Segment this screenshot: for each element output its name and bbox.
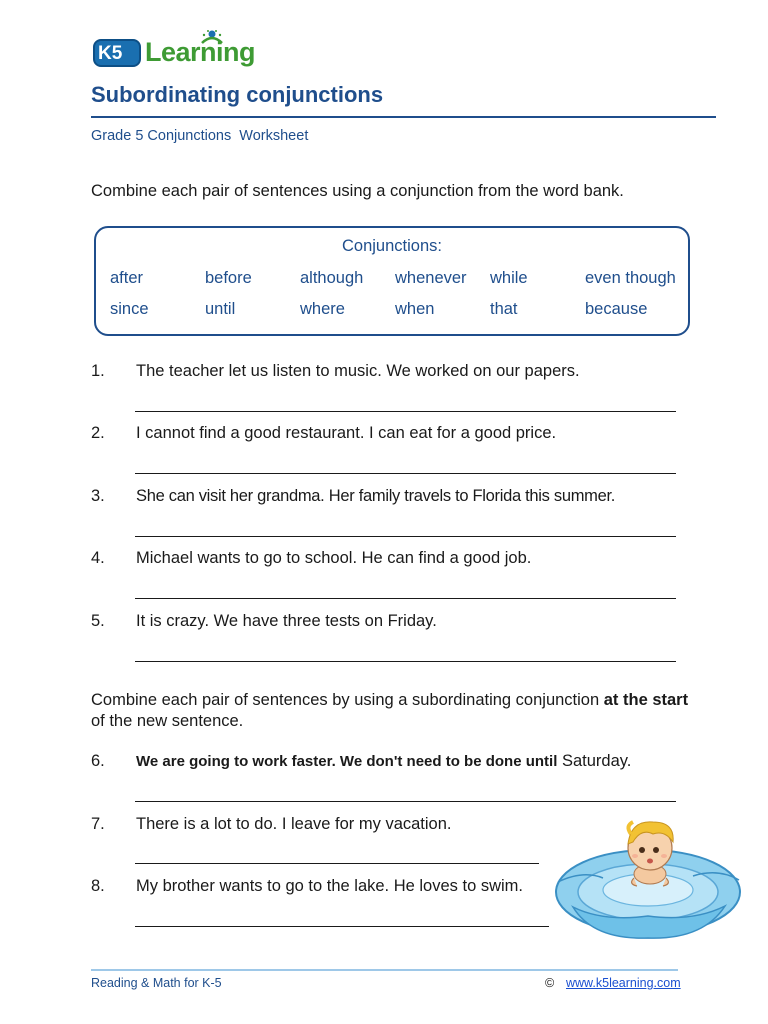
logo-badge xyxy=(93,39,141,67)
word-bank-word: since xyxy=(110,300,149,318)
answer-line[interactable] xyxy=(135,598,676,599)
word-bank-word: while xyxy=(490,269,528,287)
word-bank-title: Conjunctions: xyxy=(342,237,442,255)
word-bank-word: until xyxy=(205,300,236,318)
page-subtitle: Grade 5 Conjunctions Worksheet xyxy=(91,128,309,144)
question-number: 5. xyxy=(91,612,105,630)
title-divider xyxy=(91,116,716,118)
question-text: I cannot find a good restaurant. I can eat for a good price. xyxy=(136,424,557,442)
instruction-2 xyxy=(91,690,691,732)
logo-figure-icon xyxy=(199,29,225,49)
word-bank-box xyxy=(94,226,690,336)
instruction-2-tail: of the new sentence. xyxy=(91,712,244,730)
word-bank-word: before xyxy=(205,269,252,287)
footer-tagline: Reading & Math for K-5 xyxy=(91,976,222,990)
word-bank-word: that xyxy=(490,300,518,318)
k5-learning-logo xyxy=(93,33,263,73)
question-text: My brother wants to go to the lake. He loves to swim. xyxy=(136,877,524,895)
question-text xyxy=(136,752,631,771)
answer-line[interactable] xyxy=(135,536,676,537)
question-number: 3. xyxy=(91,487,105,505)
word-bank-word: when xyxy=(395,300,435,318)
instruction-2-emphasis: at the start xyxy=(603,691,689,709)
word-bank-word: after xyxy=(110,269,144,287)
question-text: The teacher let us listen to music. We worked on our papers. xyxy=(136,362,580,380)
question-text: There is a lot to do. I leave for my vacation. xyxy=(136,815,452,833)
question-number: 1. xyxy=(91,362,105,380)
word-bank-word: although xyxy=(300,269,364,287)
question-number: 4. xyxy=(91,549,105,567)
instruction-1: Combine each pair of sentences using a conjunction from the word bank. xyxy=(91,182,624,200)
answer-line[interactable] xyxy=(135,863,539,864)
instruction-2-text: Combine each pair of sentences by using a subordinating conjunction xyxy=(91,691,604,709)
question-number: 8. xyxy=(91,877,105,895)
swimming-child-illustration xyxy=(553,812,743,962)
website-link[interactable]: www.k5learning.com xyxy=(566,976,681,990)
question-text-bold: We are going to work faster. We don't need to be done until xyxy=(136,753,558,770)
answer-line[interactable] xyxy=(135,473,676,474)
answer-line[interactable] xyxy=(135,661,676,662)
word-bank-word: because xyxy=(585,300,648,318)
page-title: Subordinating conjunctions xyxy=(91,82,384,107)
answer-line[interactable] xyxy=(135,801,676,802)
question-number: 6. xyxy=(91,752,105,770)
question-text: She can visit her grandma. Her family travels to Florida this summer. xyxy=(136,487,616,505)
footer-divider xyxy=(91,969,678,971)
question-text: Michael wants to go to school. He can find a good job. xyxy=(136,549,532,567)
word-bank-word: even though xyxy=(585,269,676,287)
logo-wordmark: Learning xyxy=(145,37,256,67)
question-text-tail: Saturday. xyxy=(557,752,632,770)
answer-line[interactable] xyxy=(135,926,549,927)
question-number: 7. xyxy=(91,815,105,833)
copyright-symbol: © xyxy=(545,976,555,990)
question-text: It is crazy. We have three tests on Friday. xyxy=(136,612,437,630)
word-bank-word: whenever xyxy=(395,269,467,287)
question-number: 2. xyxy=(91,424,105,442)
answer-line[interactable] xyxy=(135,411,676,412)
word-bank-word: where xyxy=(300,300,345,318)
logo-badge-text: K5 xyxy=(98,43,123,64)
